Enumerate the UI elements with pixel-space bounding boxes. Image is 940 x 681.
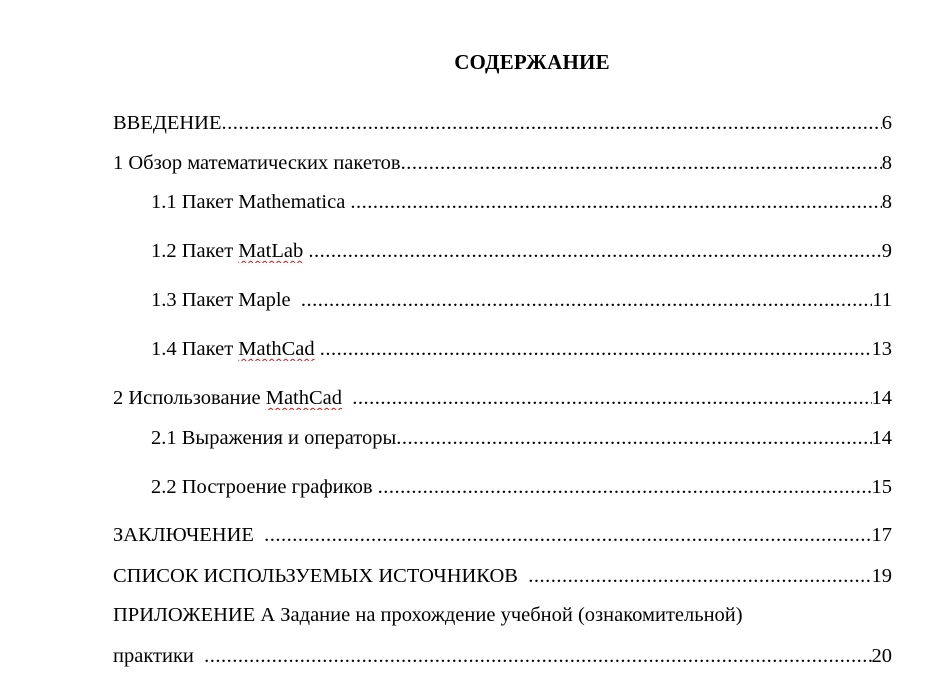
spellcheck-marked-word: MathCad xyxy=(265,387,343,409)
toc-entry-references[interactable] xyxy=(113,564,892,588)
toc-entry-label-prefix: 1.2 Пакет xyxy=(151,240,239,262)
toc-entry-label: ЗАКЛЮЧЕНИЕ xyxy=(113,524,265,546)
toc-page-number: 17 xyxy=(871,524,892,546)
toc-entry-label-prefix: 1.4 Пакет xyxy=(151,338,239,360)
toc-entry-introduction[interactable] xyxy=(113,111,892,135)
toc-page-number: 11 xyxy=(872,289,892,311)
toc-page-number: 13 xyxy=(871,338,892,360)
toc-leader-dots xyxy=(301,288,872,312)
toc-entry-label xyxy=(151,337,320,361)
toc-leader-dots xyxy=(401,151,882,175)
toc-entry-label: практики xyxy=(113,645,205,667)
toc-leader-dots xyxy=(352,386,871,410)
toc-entry-label: 1.3 Пакет Maple xyxy=(151,289,301,311)
toc-entry-section-2-2[interactable] xyxy=(151,475,892,499)
toc-entry-label xyxy=(113,386,352,410)
toc-entry-section-2-1[interactable] xyxy=(151,426,892,450)
toc-entry-section-1-4[interactable] xyxy=(151,337,892,361)
toc-entry-label: 2.1 Выражения и операторы xyxy=(151,427,397,449)
toc-entry-label: 1.1 Пакет Mathematica xyxy=(151,191,351,213)
toc-page-number: 6 xyxy=(881,112,892,134)
toc-leader-dots xyxy=(378,475,872,499)
toc-page-number: 14 xyxy=(871,427,892,449)
toc-page-number: 14 xyxy=(871,387,892,409)
toc-leader-dots xyxy=(308,239,881,263)
toc-title-text: СОДЕРЖАНИЕ xyxy=(454,50,610,74)
toc-entry-appendix-a-line-1[interactable] xyxy=(113,603,743,627)
toc-entry-section-1[interactable] xyxy=(113,151,892,175)
toc-entry-section-1-1[interactable] xyxy=(151,190,892,214)
toc-leader-dots xyxy=(222,111,882,135)
toc-leader-dots xyxy=(528,564,871,588)
toc-entry-label xyxy=(151,239,308,263)
toc-page-number: 19 xyxy=(871,565,892,587)
toc-entry-label: СПИСОК ИСПОЛЬЗУЕМЫХ ИСТОЧНИКОВ xyxy=(113,565,529,587)
toc-entry-section-2[interactable] xyxy=(113,386,892,410)
toc-entry-label-suffix xyxy=(342,387,352,409)
spellcheck-marked-word: MathCad xyxy=(238,338,315,360)
toc-leader-dots xyxy=(264,523,871,547)
toc-title xyxy=(0,50,940,75)
toc-leader-dots xyxy=(396,426,871,450)
toc-entry-appendix-a-line-2[interactable] xyxy=(113,644,892,668)
toc-leader-dots xyxy=(204,644,871,668)
toc-page-number: 8 xyxy=(881,152,892,174)
toc-entry-label: ПРИЛОЖЕНИЕ А Задание на прохождение учебной (ознакомительной) xyxy=(113,604,743,626)
toc-entry-conclusion[interactable] xyxy=(113,523,892,547)
toc-leader-dots xyxy=(320,337,872,361)
toc-page-number: 9 xyxy=(881,240,892,262)
spellcheck-marked-word: MatLab xyxy=(238,240,304,262)
toc-entry-label: 1 Обзор математических пакетов xyxy=(113,152,401,174)
toc-page-number: 20 xyxy=(871,645,892,667)
toc-entry-label: ВВЕДЕНИЕ xyxy=(113,112,222,134)
toc-entry-label-prefix: 2 Использование xyxy=(113,387,266,409)
toc-entry-section-1-3[interactable] xyxy=(151,288,892,312)
toc-leader-dots xyxy=(350,190,881,214)
toc-page-number: 8 xyxy=(881,191,892,213)
toc-entry-section-1-2[interactable] xyxy=(151,239,892,263)
toc-page-number: 15 xyxy=(871,476,892,498)
toc-entry-label: 2.2 Построение графиков xyxy=(151,476,378,498)
